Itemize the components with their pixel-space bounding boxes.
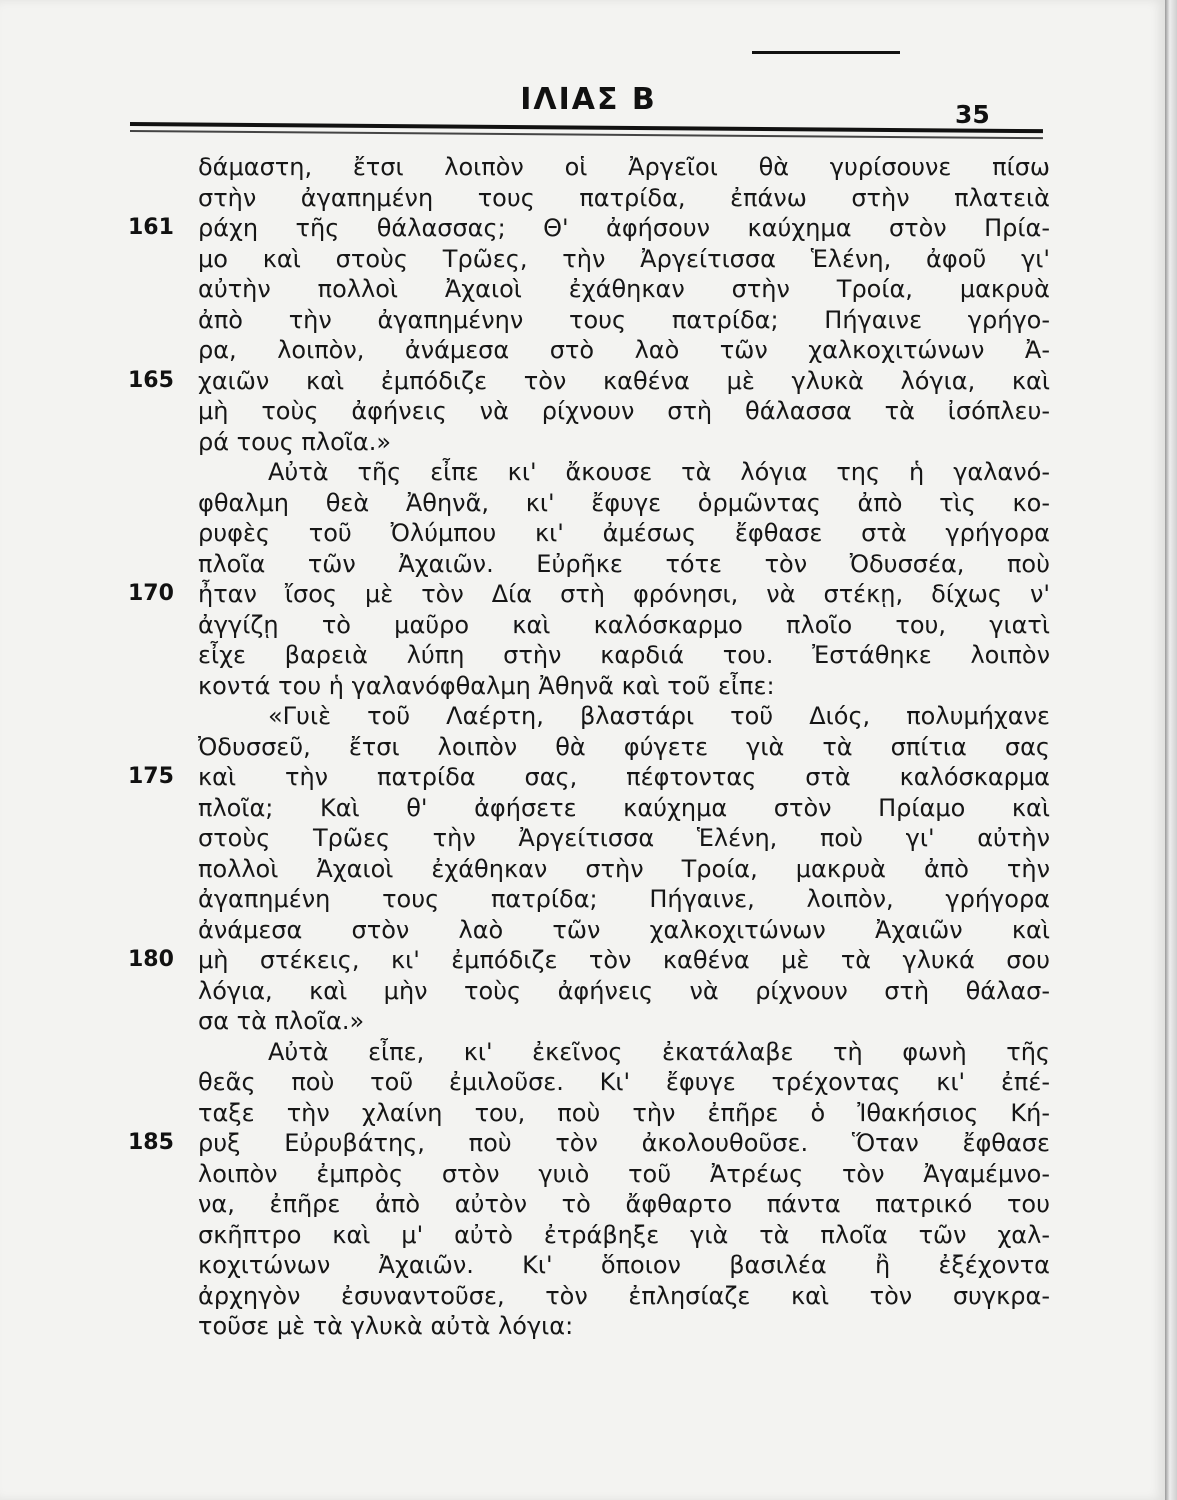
line-text: «Γυιὲ τοῦ Λαέρτη, βλαστάρι τοῦ Διός, πολυμήχανε bbox=[268, 702, 1050, 730]
line-text: ρά τους πλοῖα.» bbox=[198, 427, 392, 456]
line-text: σα τὰ πλοῖα.» bbox=[198, 1007, 365, 1035]
text-line bbox=[198, 1281, 1050, 1312]
line-text: μο καὶ στοὺς Τρῶες, τὴν Ἀργείτισσα Ἑλένη, ἀφοῦ γι' bbox=[198, 244, 1050, 273]
line-text: φθαλμη θεὰ Ἀθηνᾶ, κι' ἔφυγε ὁρμῶντας ἀπὸ τὶς κο- bbox=[198, 488, 1050, 517]
text-line bbox=[198, 335, 1050, 366]
line-text: ἦταν ἴσος μὲ τὸν Δία στὴ φρόνησι, νὰ στέκῃ, δίχως ν' bbox=[198, 580, 1050, 608]
text-line bbox=[198, 1189, 1050, 1220]
line-text: χαιῶν καὶ ἐμπόδιζε τὸν καθένα μὲ γλυκὰ λόγια, καὶ bbox=[198, 366, 1050, 395]
page-edge bbox=[1165, 0, 1177, 1500]
line-text: να, ἐπῆρε ἀπὸ αὐτὸν τὸ ἄφθαρτο πάντα πατρικό του bbox=[198, 1190, 1050, 1218]
line-text: στοὺς Τρῶες τὴν Ἀργείτισσα Ἑλένη, ποὺ γι' αὐτὴν bbox=[198, 824, 1050, 852]
text-line bbox=[198, 732, 1050, 763]
line-text: εἶχε βαρειὰ λύπη στὴν καρδιά του. Ἐστάθηκε λοιπὸν bbox=[198, 641, 1050, 669]
text-line bbox=[198, 396, 1050, 427]
text-line bbox=[198, 915, 1050, 946]
verse-number: 165 bbox=[128, 367, 174, 393]
text-line bbox=[198, 152, 1050, 183]
text-line bbox=[198, 1250, 1050, 1281]
verse-number: 175 bbox=[128, 764, 174, 789]
text-line bbox=[128, 1128, 1050, 1159]
text-line bbox=[198, 274, 1050, 305]
text-line bbox=[198, 884, 1050, 915]
verse-number: 185 bbox=[128, 1130, 174, 1155]
text-line bbox=[128, 579, 1050, 610]
line-text: πλοῖα τῶν Ἀχαιῶν. Εὐρῆκε τότε τὸν Ὀδυσσέα, ποὺ bbox=[198, 549, 1050, 578]
text-line bbox=[198, 1006, 1050, 1037]
line-text: πλοῖα; Καὶ θ' ἀφήσετε καύχημα στὸν Πρίαμο καὶ bbox=[198, 793, 1050, 822]
body-text bbox=[128, 152, 1050, 1342]
line-text: μὴ στέκεις, κι' ἐμπόδιζε τὸν καθένα μὲ τὰ γλυκά σου bbox=[198, 946, 1050, 974]
line-text: πολλοὶ Ἀχαιοὶ ἐχάθηκαν στὴν Τροία, μακρυὰ ἀπὸ τὴν bbox=[198, 854, 1050, 883]
line-text: ἀρχηγὸν ἐσυναντοῦσε, τὸν ἐπλησίαζε καὶ τὸν συγκρα- bbox=[198, 1281, 1050, 1310]
line-text: Αὐτὰ εἶπε, κι' ἐκεῖνος ἐκατάλαβε τὴ φωνὴ τῆς bbox=[268, 1037, 1050, 1066]
line-text: ἀπὸ τὴν ἀγαπημένην τους πατρίδα; Πήγαινε γρήγο- bbox=[198, 305, 1050, 334]
line-text: αὐτὴν πολλοὶ Ἀχαιοὶ ἐχάθηκαν στὴν Τροία, μακρυὰ bbox=[198, 275, 1050, 303]
text-line bbox=[198, 1067, 1050, 1098]
line-text: ρυφὲς τοῦ Ὀλύμπου κι' ἀμέσως ἔφθασε στὰ γρήγορα bbox=[198, 519, 1050, 547]
verse-number: 170 bbox=[128, 581, 174, 606]
page-number: 35 bbox=[955, 100, 990, 129]
line-text: λοιπὸν ἐμπρὸς στὸν γυιὸ τοῦ Ἀτρέως τὸν Ἀγαμέμνο- bbox=[198, 1159, 1050, 1188]
text-line bbox=[128, 213, 1050, 244]
text-line bbox=[198, 488, 1050, 519]
line-text: ἀγγίζῃ τὸ μαῦρο καὶ καλόσκαρμο πλοῖο του, γιατὶ bbox=[198, 610, 1050, 639]
line-text: ρα, λοιπὸν, ἀνάμεσα στὸ λαὸ τῶν χαλκοχιτώνων Ἀ- bbox=[198, 336, 1050, 364]
text-line bbox=[198, 1098, 1050, 1129]
line-text: ρυξ Εὐρυβάτης, ποὺ τὸν ἀκολουθοῦσε. Ὅταν ἔφθασε bbox=[198, 1129, 1050, 1157]
line-text: Ὀδυσσεῦ, ἔτσι λοιπὸν θὰ φύγετε γιὰ τὰ σπίτια σας bbox=[198, 732, 1050, 761]
text-line bbox=[128, 366, 1050, 397]
line-text: στὴν ἀγαπημένη τους πατρίδα, ἐπάνω στὴν πλατειὰ bbox=[198, 183, 1050, 212]
text-line bbox=[198, 1037, 1050, 1068]
line-text: σκῆπτρο καὶ μ' αὐτὸ ἐτράβηξε γιὰ τὰ πλοῖα τῶν χαλ- bbox=[198, 1220, 1050, 1249]
text-line bbox=[198, 701, 1050, 732]
text-line bbox=[128, 945, 1050, 976]
line-text: Αὐτὰ τῆς εἶπε κι' ἄκουσε τὰ λόγια της ἡ γαλανό- bbox=[268, 458, 1050, 486]
text-line bbox=[198, 427, 1050, 458]
line-text: κοντά του ἡ γαλανόφθαλμη Ἀθηνᾶ καὶ τοῦ εἶπε: bbox=[198, 671, 775, 700]
line-text: ράχη τῆς θάλασσας; Θ' ἀφήσουν καύχημα στὸν Πρία- bbox=[198, 214, 1050, 242]
line-text: τοῦσε μὲ τὰ γλυκὰ αὐτὰ λόγια: bbox=[198, 1312, 574, 1340]
line-text: ἀνάμεσα στὸν λαὸ τῶν χαλκοχιτώνων Ἀχαιῶν καὶ bbox=[198, 915, 1050, 944]
line-text: καὶ τὴν πατρίδα σας, πέφτοντας στὰ καλόσκαρμα bbox=[198, 763, 1050, 791]
verse-number: 161 bbox=[128, 215, 174, 240]
line-text: θεᾶς ποὺ τοῦ ἐμιλοῦσε. Κι' ἔφυγε τρέχοντας κι' ἐπέ- bbox=[198, 1068, 1050, 1096]
text-line bbox=[198, 610, 1050, 641]
line-text: δάμαστη, ἔτσι λοιπὸν οἱ Ἀργεῖοι θὰ γυρίσουνε πίσω bbox=[198, 153, 1050, 181]
line-text: λόγια, καὶ μὴν τοὺς ἀφήνεις νὰ ρίχνουν στὴ θάλασ- bbox=[198, 976, 1050, 1005]
text-line bbox=[198, 549, 1050, 580]
line-text: κοχιτώνων Ἀχαιῶν. Κι' ὅποιον βασιλέα ἢ ἐξέχοντα bbox=[198, 1251, 1050, 1279]
text-line bbox=[198, 183, 1050, 214]
running-head: ΙΛΙΑΣ Β bbox=[520, 82, 657, 117]
text-line bbox=[198, 1311, 1050, 1342]
text-line bbox=[198, 671, 1050, 702]
text-line bbox=[198, 244, 1050, 275]
text-line bbox=[198, 823, 1050, 854]
text-line bbox=[198, 854, 1050, 885]
verse-number: 180 bbox=[128, 947, 174, 972]
text-line bbox=[198, 1159, 1050, 1190]
text-line bbox=[198, 1220, 1050, 1251]
text-line bbox=[198, 518, 1050, 549]
text-line bbox=[198, 976, 1050, 1007]
line-text: ταξε τὴν χλαίνη του, ποὺ τὴν ἐπῆρε ὁ Ἰθακήσιος Κή- bbox=[198, 1098, 1050, 1127]
top-rule bbox=[752, 51, 900, 54]
text-line bbox=[198, 640, 1050, 671]
text-line bbox=[128, 762, 1050, 793]
text-line bbox=[198, 457, 1050, 488]
line-text: μὴ τοὺς ἀφήνεις νὰ ρίχνουν στὴ θάλασσα τὰ ἰσόπλευ- bbox=[198, 397, 1050, 425]
line-text: ἀγαπημένη τους πατρίδα; Πήγαινε, λοιπὸν, γρήγορα bbox=[198, 885, 1050, 913]
text-line bbox=[198, 305, 1050, 336]
text-line bbox=[198, 793, 1050, 824]
